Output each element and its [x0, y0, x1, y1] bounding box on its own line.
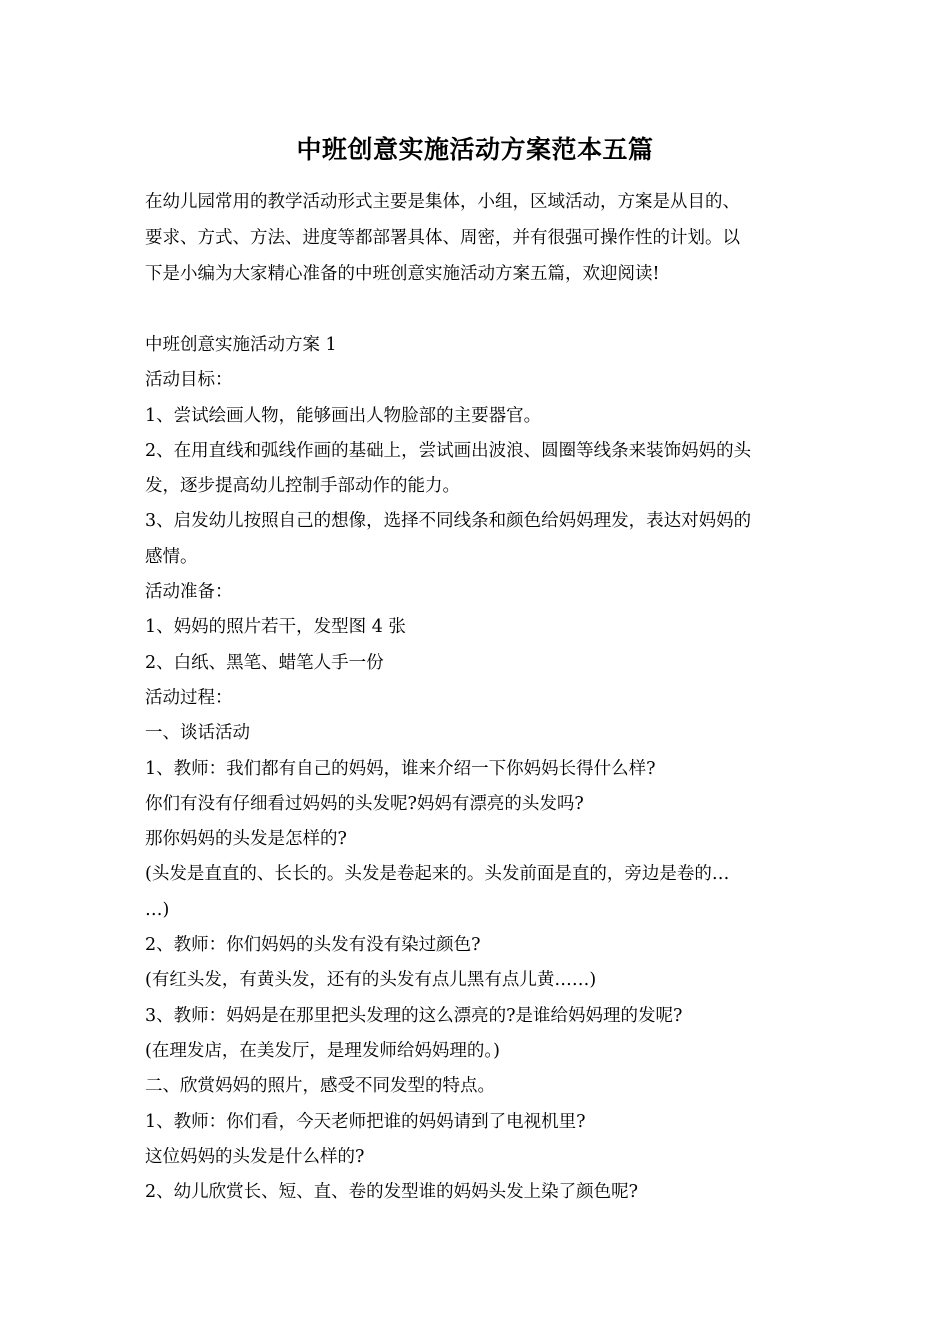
intro-paragraph	[145, 184, 810, 292]
body-line: 1、尝试绘画人物，能够画出人物脸部的主要器官。	[145, 405, 542, 426]
body-line: 2、白纸、黑笔、蜡笔人手一份	[145, 652, 384, 673]
intro-line: 下是小编为大家精心准备的中班创意实施活动方案五篇，欢迎阅读!	[145, 264, 660, 284]
body-line: …)	[145, 899, 170, 920]
body-line: 感情。	[145, 546, 198, 567]
section-heading: 中班创意实施活动方案 1	[145, 335, 337, 355]
body-line: (有红头发，有黄头发，还有的头发有点儿黑有点儿黄……)	[145, 970, 597, 991]
body-line: 1、教师：我们都有自己的妈妈，谁来介绍一下你妈妈长得什么样?	[145, 758, 656, 779]
document-body	[145, 328, 810, 1210]
body-line: 发，逐步提高幼儿控制手部动作的能力。	[145, 476, 460, 497]
body-line: (头发是直直的、长长的。头发是卷起来的。头发前面是直的，旁边是卷的…	[145, 864, 730, 885]
intro-line: 要求、方式、方法、进度等都部署具体、周密，并有很强可操作性的计划。以	[145, 228, 740, 248]
body-line: 2、教师：你们妈妈的头发有没有染过颜色?	[145, 935, 481, 956]
body-line: 2、幼儿欣赏长、短、直、卷的发型谁的妈妈头发上染了颜色呢?	[145, 1182, 639, 1203]
body-line: 2、在用直线和弧线作画的基础上，尝试画出波浪、圆圈等线条来装饰妈妈的头	[145, 440, 752, 461]
body-line: 二、欣赏妈妈的照片，感受不同发型的特点。	[145, 1076, 495, 1097]
body-line: 活动准备：	[145, 582, 233, 603]
body-line: (在理发店，在美发厅，是理发师给妈妈理的。)	[145, 1040, 500, 1061]
body-line: 1、教师：你们看，今天老师把谁的妈妈请到了电视机里?	[145, 1111, 586, 1132]
body-line: 活动目标：	[145, 370, 233, 391]
body-line: 3、启发幼儿按照自己的想像，选择不同线条和颜色给妈妈理发，表达对妈妈的	[145, 511, 752, 532]
intro-line: 在幼儿园常用的教学活动形式主要是集体，小组，区域活动，方案是从目的、	[145, 192, 740, 212]
body-line: 一、谈话活动	[145, 723, 250, 744]
body-line: 那你妈妈的头发是怎样的?	[145, 829, 347, 850]
body-line: 活动过程：	[145, 687, 233, 708]
body-line: 1、妈妈的照片若干，发型图 4 张	[145, 617, 406, 638]
body-line: 3、教师：妈妈是在那里把头发理的这么漂亮的?是谁给妈妈理的发呢?	[145, 1005, 683, 1026]
body-line: 这位妈妈的头发是什么样的?	[145, 1146, 365, 1167]
document-title: 中班创意实施活动方案范本五篇	[296, 135, 654, 164]
body-line: 你们有没有仔细看过妈妈的头发呢?妈妈有漂亮的头发吗?	[145, 793, 584, 814]
